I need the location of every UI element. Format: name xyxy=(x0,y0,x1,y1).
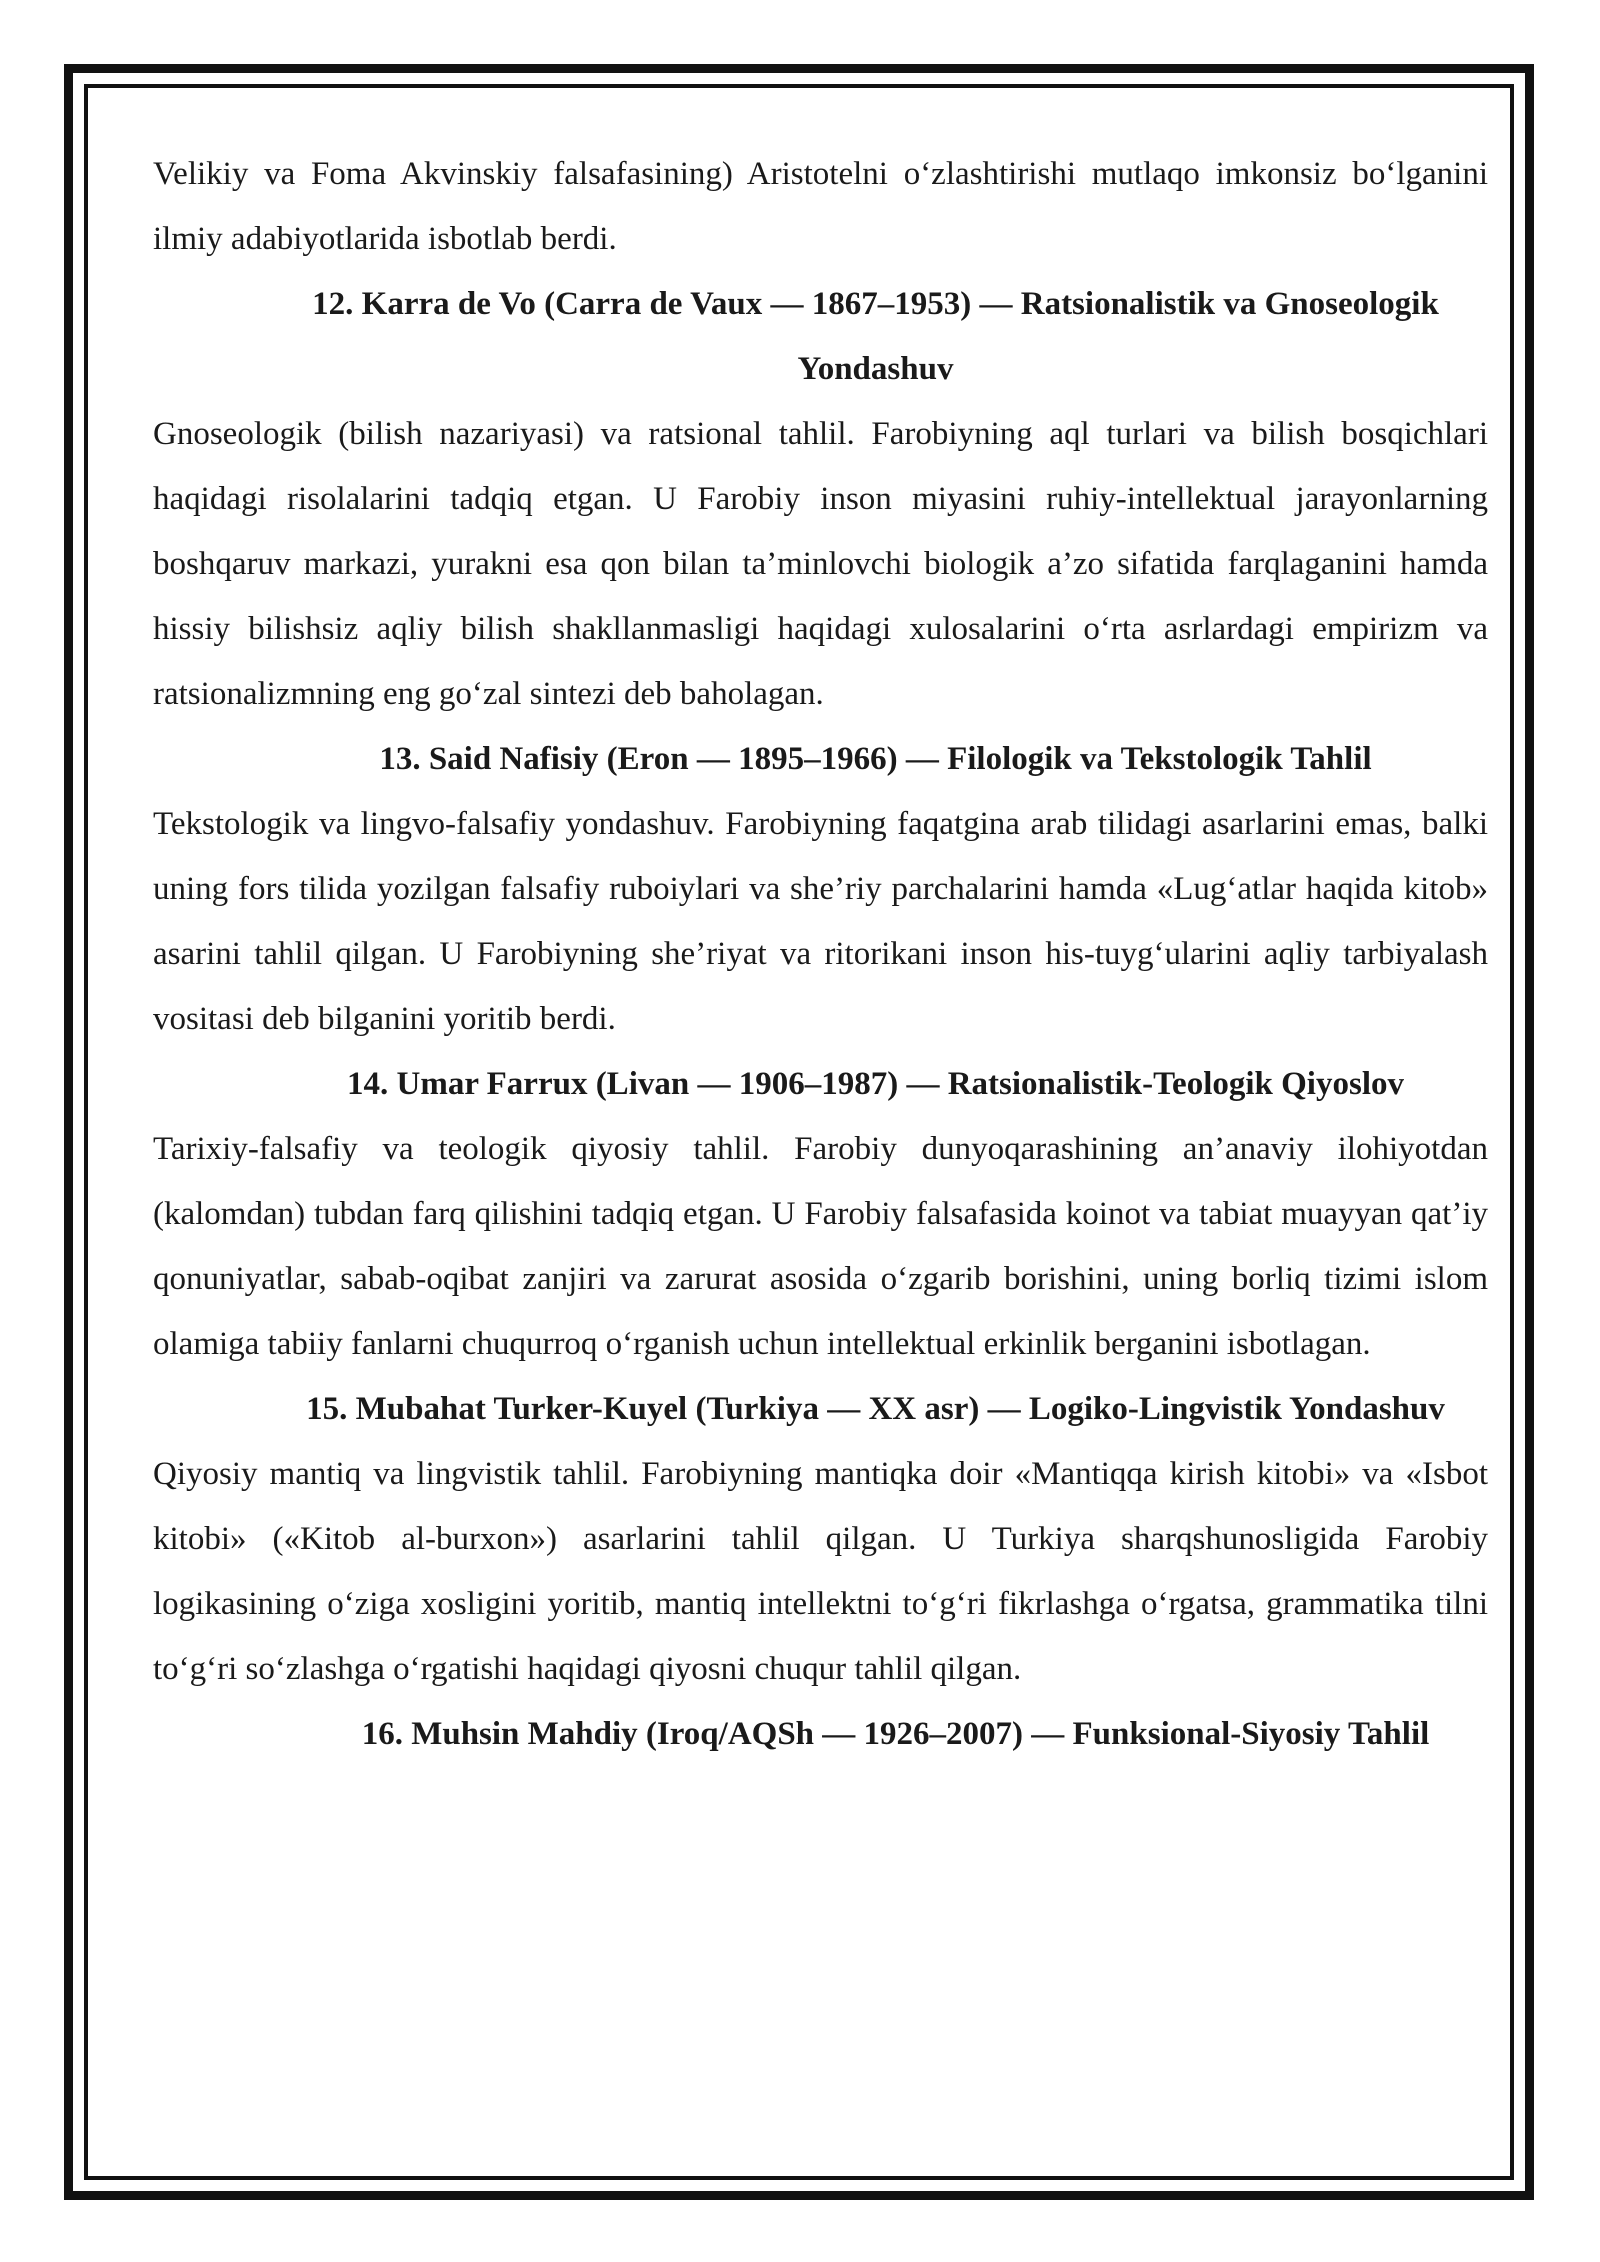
section-heading-16: 16. Muhsin Mahdiy (Iroq/AQSh — 1926–2007) — Funksional-Siyosiy Tahlil xyxy=(361,1716,1430,1752)
section-heading-14: 14. Umar Farrux (Livan — 1906–1987) — Ratsionalistik-Teologik Qiyoslov xyxy=(347,1066,1404,1102)
paragraph-said-nafisiy: Tekstologik va lingvo-falsafiy yondashuv. Farobiyning faqatgina arab tilidagi asarlarini emas, balki uning fors tilida yozilgan falsafiy ruboiylari va she’riy parchalarini hamda «Lug‘atlar haqida kitob» asarini tahlil qilgan. U Farobiyning she’riyat va ritorikani inson his-tuyg‘ularini aqliy tarbiyalash vositasi deb bilganini yoritib berdi. xyxy=(153,806,1488,1037)
document-body xyxy=(153,142,1488,1767)
section-heading-12: 12. Karra de Vo (Carra de Vaux — 1867–1953) — Ratsionalistik va Gnoseologik Yondashuv xyxy=(312,286,1439,387)
paragraph-umar-farrux: Tarixiy-falsafiy va teologik qiyosiy tahlil. Farobiy dunyoqarashining an’anaviy ilohiyotdan (kalomdan) tubdan farq qilishini tadqiq etgan. U Farobiy falsafasida koinot va tabiat muayyan qat’iy qonuniyatlar, sabab-oqibat zanjiri va zarurat asosida o‘zgarib borishini, uning borliq tizimi islom olamiga tabiiy fanlarni chuqurroq o‘rganish uchun intellektual erkinlik berganini isbotlagan. xyxy=(153,1131,1488,1362)
paragraph-mubahat-turker-kuyel: Qiyosiy mantiq va lingvistik tahlil. Farobiyning mantiqka doir «Mantiqqa kirish kitobi» va «Isbot kitobi» («Kitob al-burxon») asarlarini tahlil qilgan. U Turkiya sharqshunosligida Farobiy logikasining o‘ziga xosligini yoritib, mantiq intellektni to‘g‘ri fikrlashga o‘rgatsa, grammatika tilni to‘g‘ri so‘zlashga o‘rgatishi haqidagi qiyosni chuqur tahlil qilgan. xyxy=(153,1456,1488,1687)
paragraph-continuation: Velikiy va Foma Akvinskiy falsafasining) Aristotelni o‘zlashtirishi mutlaqo imkonsiz bo‘lganini ilmiy adabiyotlarida isbotlab berdi. xyxy=(153,156,1488,257)
section-heading-15: 15. Mubahat Turker-Kuyel (Turkiya — XX asr) — Logiko-Lingvistik Yondashuv xyxy=(306,1391,1445,1427)
paragraph-karra-de-vo: Gnoseologik (bilish nazariyasi) va ratsional tahlil. Farobiyning aql turlari va bilish bosqichlari haqidagi risolalarini tadqiq etgan. U Farobiy inson miyasini ruhiy-intellektual jarayonlarning boshqaruv markazi, yurakni esa qon bilan ta’minlovchi biologik a’zo sifatida farqlaganini hamda hissiy bilishsiz aqliy bilish shakllanmasligi haqidagi xulosalarini o‘rta asrlardagi empirizm va ratsionalizmning eng go‘zal sintezi deb baholagan. xyxy=(153,416,1488,712)
section-heading-13: 13. Said Nafisiy (Eron — 1895–1966) — Filologik va Tekstologik Tahlil xyxy=(379,741,1372,777)
